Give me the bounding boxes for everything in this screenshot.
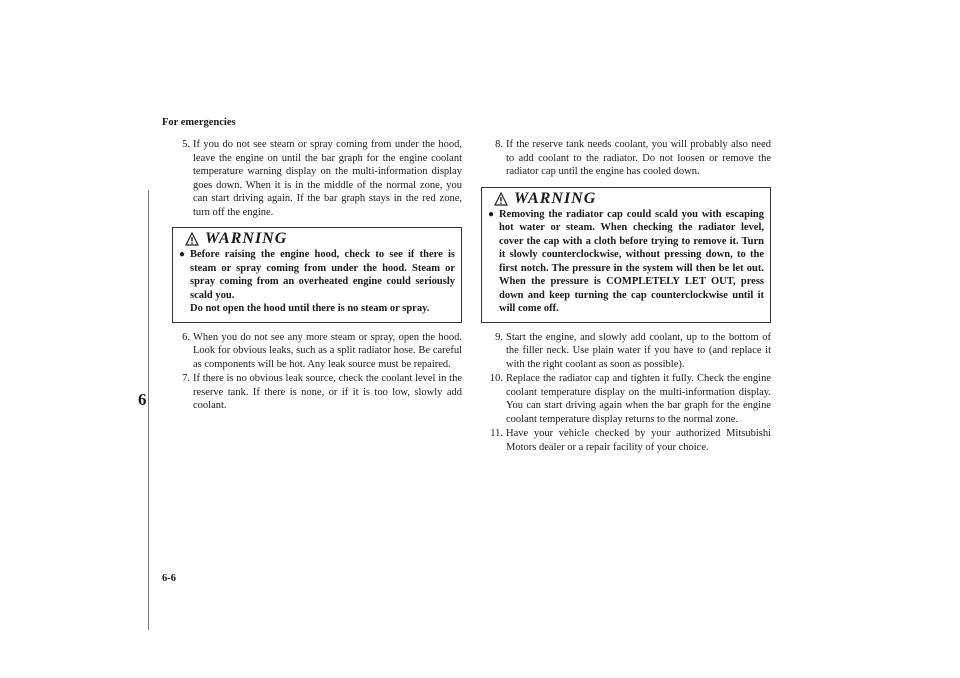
step-text: Have your vehicle checked by your authorized Mitsubishi Motors dealer or a repair facility of your choice. [506, 428, 771, 453]
step-11 [481, 427, 771, 454]
page-number: 6-6 [162, 573, 176, 584]
step-number: 9. [495, 331, 503, 343]
chapter-number: 6 [138, 390, 147, 409]
warning-paragraph: Removing the radiator cap could scald you with escaping hot water or steam. When checking the radiator level, cover the cap with a cloth before trying to remove it. Turn it slowly counterclockwise, without pressing down, to the first notch. The pressure in the system will then be let out. When the pressure is COMPLETELY LET OUT, press down and keep turning the cap counterclockwise until it will come off. [499, 208, 764, 314]
warning-triangle-icon [185, 232, 199, 246]
chapter-divider [0, 190, 149, 630]
warning-paragraph: Before raising the engine hood, check to see if there is steam or spray coming from under the hood. Steam or spray coming from an overheated engine could seriously scald you. [190, 249, 455, 301]
step-8 [481, 138, 771, 179]
step-number: 6. [182, 331, 190, 343]
bullet-icon: ● [488, 208, 495, 220]
step-6 [172, 331, 462, 372]
step-10 [481, 372, 771, 426]
left-column [172, 138, 462, 414]
step-text: If there is no obvious leak source, check the coolant level in the reserve tank. If there is none, or if it is too low, slowly add coolant. [193, 373, 462, 411]
warning-header [179, 232, 455, 246]
step-number: 5. [182, 139, 190, 150]
step-text: If you do not see steam or spray coming from under the hood, leave the engine on until the bar graph for the engine coolant temperature warning display on the multi-information display goes down. When it is in the middle of the normal zone, you can start driving again. If the bar graph stays in the red zone, turn off the engine. [193, 139, 462, 218]
step-number: 11. [490, 428, 503, 439]
right-column [481, 138, 771, 455]
warning-box [172, 227, 462, 323]
warning-triangle-icon [494, 192, 508, 206]
warning-text [190, 248, 455, 316]
warning-paragraph: Do not open the hood until there is no steam or spray. [190, 303, 430, 314]
step-9 [481, 331, 771, 372]
step-text: Replace the radiator cap and tighten it fully. Check the engine coolant temperature display on the multi-information display. You can start driving again when the bar graph for the engine coolant temperature display returns to the normal zone. [506, 373, 771, 425]
step-5 [172, 138, 462, 219]
warning-text [499, 208, 764, 316]
bullet-icon: ● [179, 249, 186, 260]
warning-header [488, 189, 764, 207]
step-7 [172, 372, 462, 413]
warning-body [179, 248, 455, 316]
step-number: 10. [489, 373, 503, 384]
section-header: For emergencies [162, 117, 236, 128]
warning-box [481, 187, 771, 323]
warning-title: WARNING [514, 189, 597, 207]
warning-title: WARNING [205, 230, 288, 248]
step-text: Start the engine, and slowly add coolant, up to the bottom of the filler neck. Use plain water if you have to (and replace it with the right coolant as soon as possible). [506, 331, 771, 370]
step-text: If the reserve tank needs coolant, you will probably also need to add coolant to the radiator. Do not loosen or remove the radiator cap until the engine has cooled down. [506, 139, 771, 177]
warning-body [488, 208, 764, 316]
step-text: When you do not see any more steam or spray, open the hood. Look for obvious leaks, such as a split radiator hose. Be careful as components will be hot. Any leak source must be repaired. [193, 331, 462, 370]
step-number: 7. [182, 373, 190, 384]
step-number: 8. [495, 139, 503, 150]
